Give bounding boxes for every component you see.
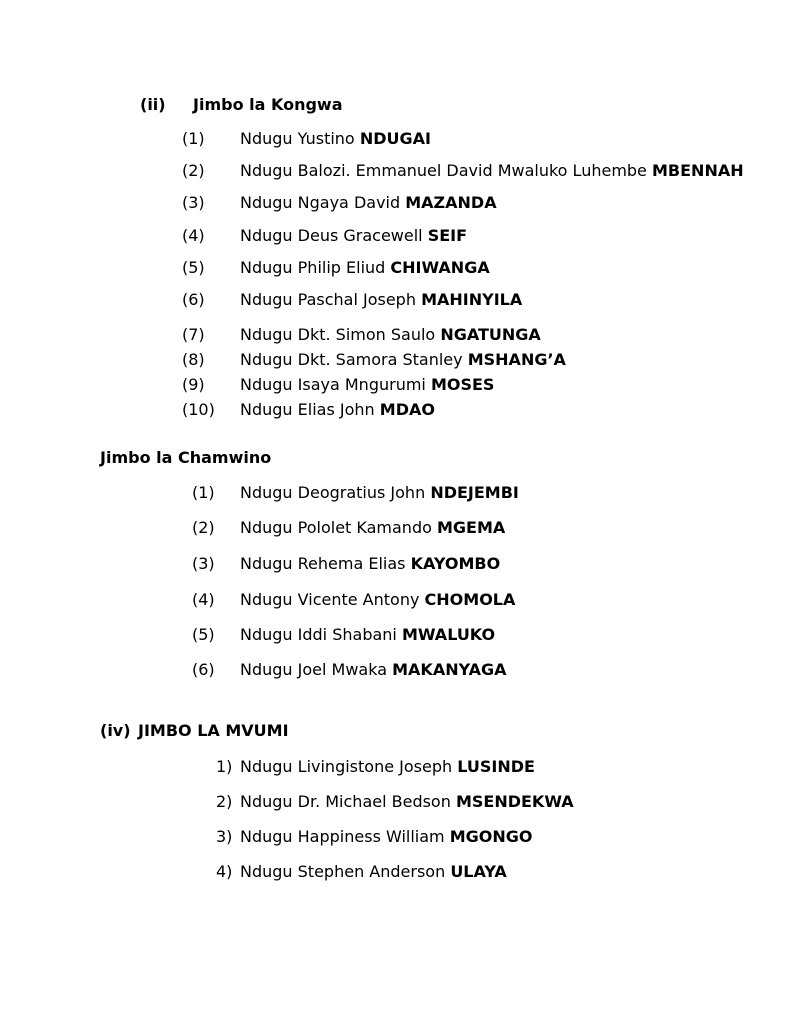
item-number: (3): [192, 554, 215, 573]
item-number: (2): [182, 161, 205, 180]
list-item-name: [240, 625, 495, 645]
list-item: [182, 193, 205, 213]
given-names: Ndugu Elias John: [240, 400, 375, 419]
item-number: (6): [192, 660, 215, 679]
list-item: [216, 792, 232, 812]
item-number: (7): [182, 325, 205, 344]
list-item: [216, 757, 232, 777]
item-number: 2): [216, 792, 233, 811]
list-item: [192, 554, 215, 574]
given-names: Ndugu Isaya Mngurumi: [240, 375, 426, 394]
surname: MGEMA: [436, 518, 506, 537]
item-number: (5): [192, 625, 215, 644]
surname: NDUGAI: [359, 129, 431, 148]
item-number: (4): [192, 590, 215, 609]
list-item: [182, 290, 205, 310]
list-item: [182, 350, 205, 370]
list-item: [192, 590, 215, 610]
given-names: Ndugu Deus Gracewell: [240, 226, 423, 245]
list-item: [216, 827, 232, 847]
given-names: Ndugu Stephen Anderson: [240, 862, 446, 881]
given-names: Ndugu Livingistone Joseph: [240, 757, 453, 776]
given-names: Ndugu Dkt. Simon Saulo: [240, 325, 436, 344]
section-title-kongwa: Jimbo la Kongwa: [193, 95, 343, 114]
list-item-name: [240, 161, 744, 181]
given-names: Ndugu Deogratius John: [240, 483, 426, 502]
given-names: Ndugu Dr. Michael Bedson: [240, 792, 451, 811]
list-item: [182, 375, 205, 395]
item-number: (6): [182, 290, 205, 309]
list-item: [182, 258, 205, 278]
list-item: [216, 862, 232, 882]
surname: MWALUKO: [401, 625, 496, 644]
item-number: (1): [182, 129, 205, 148]
list-item-name: [240, 554, 500, 574]
list-item-name: [240, 518, 505, 538]
list-item-name: [240, 325, 541, 345]
given-names: Ndugu Iddi Shabani: [240, 625, 397, 644]
list-item-name: [240, 590, 515, 610]
list-item-name: [240, 483, 519, 503]
list-item: [192, 660, 215, 680]
section-title-chamwino: Jimbo la Chamwino: [100, 448, 272, 467]
list-item: [182, 325, 205, 345]
surname: NDEJEMBI: [430, 483, 519, 502]
surname: MDAO: [379, 400, 435, 419]
item-number: 4): [216, 862, 233, 881]
given-names: Ndugu Pololet Kamando: [240, 518, 432, 537]
item-number: (9): [182, 375, 205, 394]
surname: CHIWANGA: [390, 258, 490, 277]
list-item: [182, 400, 215, 420]
surname: MOSES: [430, 375, 495, 394]
item-number: 1): [216, 757, 233, 776]
surname: MSHANG’A: [467, 350, 566, 369]
list-item: [182, 161, 205, 181]
list-item-name: [240, 400, 435, 420]
given-names: Ndugu Vicente Antony: [240, 590, 420, 609]
list-item-name: [240, 375, 494, 395]
list-item-name: [240, 660, 507, 680]
given-names: Ndugu Paschal Joseph: [240, 290, 416, 309]
list-item: [182, 226, 205, 246]
surname: MAZANDA: [405, 193, 497, 212]
given-names: Ndugu Joel Mwaka: [240, 660, 388, 679]
surname: CHOMOLA: [424, 590, 516, 609]
item-number: (10): [182, 400, 215, 419]
item-number: 3): [216, 827, 233, 846]
item-number: (8): [182, 350, 205, 369]
list-item-name: [240, 862, 507, 882]
item-number: (5): [182, 258, 205, 277]
section-title-mvumi: JIMBO LA MVUMI: [138, 721, 289, 740]
surname: KAYOMBO: [410, 554, 501, 573]
given-names: Ndugu Dkt. Samora Stanley: [240, 350, 463, 369]
given-names: Ndugu Rehema Elias: [240, 554, 406, 573]
surname: MAKANYAGA: [392, 660, 507, 679]
section-marker-mvumi: (iv): [100, 721, 131, 740]
surname: LUSINDE: [457, 757, 535, 776]
given-names: Ndugu Yustino: [240, 129, 355, 148]
item-number: (4): [182, 226, 205, 245]
given-names: Ndugu Philip Eliud: [240, 258, 386, 277]
item-number: (1): [192, 483, 215, 502]
list-item: [182, 129, 205, 149]
item-number: (3): [182, 193, 205, 212]
surname: MAHINYILA: [421, 290, 523, 309]
list-item-name: [240, 226, 467, 246]
list-item-name: [240, 792, 574, 812]
list-item: [192, 518, 215, 538]
list-item-name: [240, 129, 431, 149]
surname: ULAYA: [450, 862, 507, 881]
surname: MGONGO: [449, 827, 533, 846]
list-item-name: [240, 258, 490, 278]
list-item-name: [240, 193, 497, 213]
list-item-name: [240, 290, 522, 310]
given-names: Ndugu Happiness William: [240, 827, 445, 846]
item-number: (2): [192, 518, 215, 537]
surname: SEIF: [427, 226, 468, 245]
list-item-name: [240, 757, 535, 777]
section-marker-kongwa: (ii): [140, 95, 166, 114]
list-item-name: [240, 350, 566, 370]
surname: MSENDEKWA: [455, 792, 574, 811]
given-names: Ndugu Balozi. Emmanuel David Mwaluko Luhembe: [240, 161, 647, 180]
list-item-name: [240, 827, 533, 847]
surname: NGATUNGA: [440, 325, 541, 344]
given-names: Ndugu Ngaya David: [240, 193, 401, 212]
list-item: [192, 483, 215, 503]
surname: MBENNAH: [652, 161, 744, 180]
list-item: [192, 625, 215, 645]
